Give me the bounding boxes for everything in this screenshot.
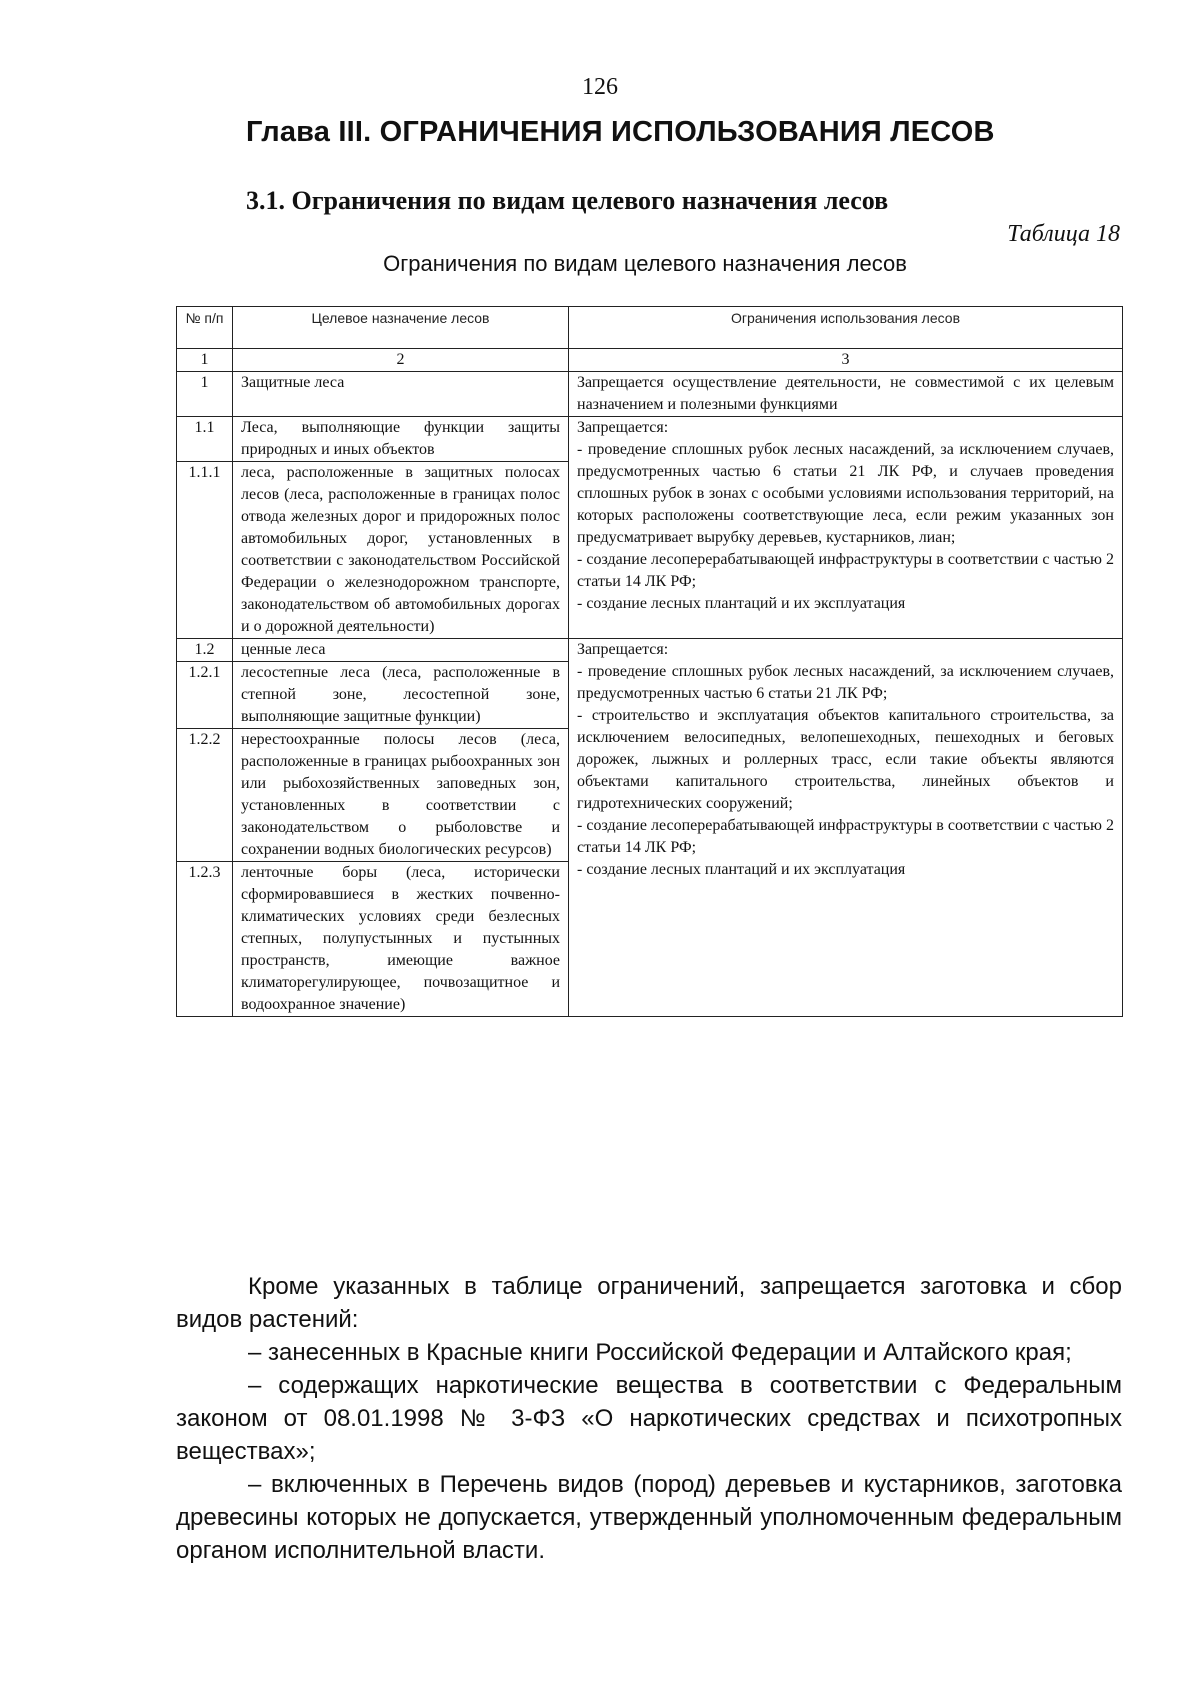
paragraph: Кроме указанных в таблице ограничений, запрещается заготовка и сбор видов растений:: [176, 1273, 1122, 1333]
row-purpose: леса, расположенные в защитных полосах лесов (леса, расположенные в границах полос отвода железных дорог и придорожных полос автомобильных дорог, установленных в соответствии с законодательством Российской Федерации о железнодорожном транспорте, законодательством об автомобильных дорогах и о дорожной деятельности): [233, 462, 569, 639]
row-purpose: Защитные леса: [233, 372, 569, 417]
row-purpose: ленточные боры (леса, исторически сформировавшиеся в жестких почвенно-климатических условиях среди безлесных степных, полупустынных и пустынных пространств, имеющие важное климаторегулирующее, почвозащитное и водоохранное значение): [233, 862, 569, 1017]
row-num: 1: [177, 372, 233, 417]
colnum-3: 3: [569, 349, 1123, 372]
restriction-line: - создание лесных плантаций и их эксплуатация: [577, 861, 906, 878]
row-num: 1.1: [177, 417, 233, 462]
restriction-line: - создание лесных плантаций и их эксплуатация: [577, 595, 906, 612]
restriction-line: - проведение сплошных рубок лесных насаждений, за исключением случаев, предусмотренных частью 6 статьи 21 ЛК РФ, и случаев проведения сплошных рубок в зонах с особыми условиями использования территорий, на которых расположены соответствующие леса, если режим указанных зон предусматривает вырубку деревьев, кустарников, лиан;: [577, 441, 1114, 546]
restrictions-table: [176, 306, 1123, 1017]
row-restriction-group-2: [569, 639, 1123, 1017]
table-caption: Ограничения по видам целевого назначения лесов: [383, 251, 907, 276]
table-row: [177, 639, 1123, 662]
body-text: [176, 1270, 1122, 1567]
row-num: 1.2.3: [177, 862, 233, 1017]
row-purpose: лесостепные леса (леса, расположенные в степной зоне, лесостепной зоне, выполняющие защитные функции): [233, 662, 569, 729]
table-label: Таблица 18: [1007, 221, 1120, 247]
table-colnum-row: [177, 349, 1123, 372]
restriction-line: Запрещается:: [577, 419, 669, 436]
row-num: 1.2: [177, 639, 233, 662]
restriction-line: - проведение сплошных рубок лесных насаждений, за исключением случаев, предусмотренных частью 6 статьи 21 ЛК РФ;: [577, 663, 1114, 702]
row-purpose: нерестоохранные полосы лесов (леса, расположенные в границах рыбоохранных зон или рыбохозяйственных заповедных зон, установленных в соответствии с законодательством о рыболовстве и сохранении водных биологических ресурсов): [233, 729, 569, 862]
chapter-title: Глава III. ОГРАНИЧЕНИЯ ИСПОЛЬЗОВАНИЯ ЛЕСОВ: [246, 116, 995, 148]
page-number: 126: [582, 74, 618, 100]
colnum-1: 1: [177, 349, 233, 372]
header-restrictions: Ограничения использования лесов: [569, 307, 1123, 349]
row-restriction-group-1: [569, 417, 1123, 639]
header-purpose: Целевое назначение лесов: [233, 307, 569, 349]
row-num: 1.2.2: [177, 729, 233, 862]
row-num: 1.2.1: [177, 662, 233, 729]
restriction-line: - создание лесоперерабатывающей инфраструктуры в соответствии с частью 2 статьи 14 ЛК РФ;: [577, 817, 1114, 856]
restriction-line: - строительство и эксплуатация объектов капитального строительства, за исключением велосипедных, велопешеходных, пешеходных и беговых дорожек, лыжных и роллерных трасс, если такие объекты являются объектами капитального строительства, линейных объектов и гидротехнических сооружений;: [577, 707, 1114, 812]
table-row: [177, 417, 1123, 462]
row-purpose: ценные леса: [233, 639, 569, 662]
restriction-line: Запрещается:: [577, 641, 669, 658]
list-item: – занесенных в Красные книги Российской Федерации и Алтайского края;: [248, 1339, 1072, 1366]
colnum-2: 2: [233, 349, 569, 372]
restriction-line: - создание лесоперерабатывающей инфраструктуры в соответствии с частью 2 статьи 14 ЛК РФ;: [577, 551, 1114, 590]
header-num: № п/п: [177, 307, 233, 349]
table-header-row: [177, 307, 1123, 349]
list-item: – включенных в Перечень видов (пород) деревьев и кустарников, заготовка древесины которых не допускается, утвержденный уполномоченным федеральным органом исполнительной власти.: [176, 1471, 1122, 1564]
table-row: [177, 372, 1123, 417]
row-num: 1.1.1: [177, 462, 233, 639]
row-restriction: Запрещается осуществление деятельности, не совместимой с их целевым назначением и полезными функциями: [569, 372, 1123, 417]
list-item: – содержащих наркотические вещества в соответствии с Федеральным законом от 08.01.1998 № 3-ФЗ «О наркотических средствах и психотропных веществах»;: [176, 1372, 1122, 1465]
section-title: 3.1. Ограничения по видам целевого назначения лесов: [246, 186, 889, 215]
row-purpose: Леса, выполняющие функции защиты природных и иных объектов: [233, 417, 569, 462]
